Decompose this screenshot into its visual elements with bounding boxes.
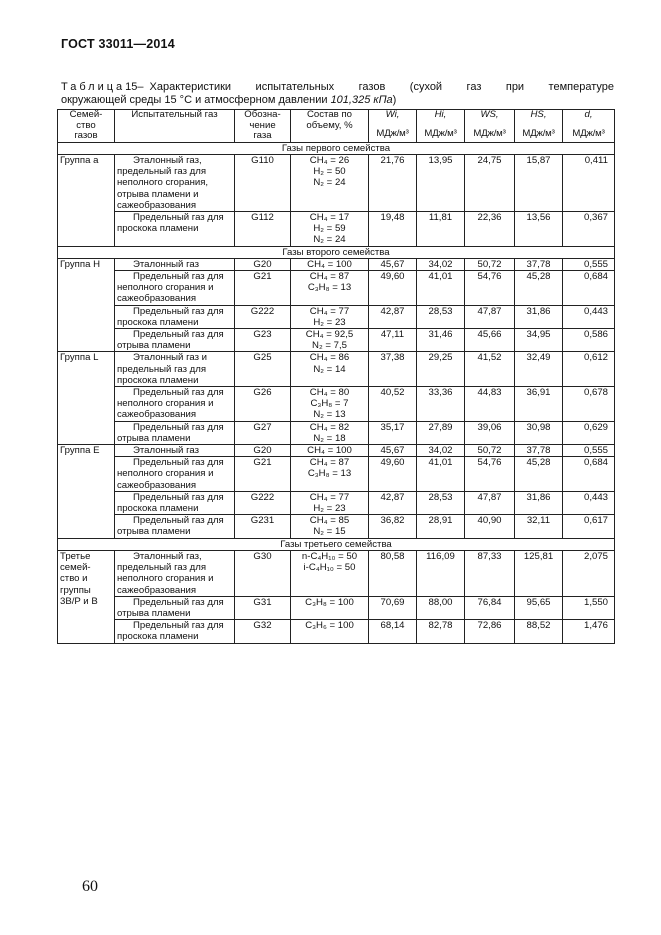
value-hi: 33,36	[417, 387, 465, 422]
gas-name	[115, 258, 235, 270]
value-hs: 15,87	[515, 154, 563, 211]
composition-line: C₃H₈ = 13	[307, 282, 352, 294]
value-hs: 32,11	[515, 515, 563, 538]
value-hs: 125,81	[515, 550, 563, 596]
section-title: Газы третьего семейства	[58, 538, 615, 550]
col-ws-label: WS,	[480, 109, 499, 120]
value-wi: 47,11	[369, 329, 417, 352]
table-caption	[61, 81, 614, 107]
gas-designation: G25	[235, 352, 291, 387]
value-hs: 36,91	[515, 387, 563, 422]
gas-composition	[291, 352, 369, 387]
value-d: 0,555	[563, 445, 615, 457]
gas-name	[115, 445, 235, 457]
col-d	[563, 110, 615, 143]
gas-name-text: Эталонный газ	[133, 258, 199, 270]
gas-composition	[291, 550, 369, 596]
gas-name-text: Эталонный газ	[133, 445, 199, 457]
gas-designation: G30	[235, 550, 291, 596]
value-ws: 54,76	[465, 271, 515, 306]
value-wi: 37,38	[369, 352, 417, 387]
composition-line: H₂ = 23	[313, 503, 346, 515]
table-row	[58, 271, 615, 306]
value-ws: 50,72	[465, 258, 515, 270]
composition-line: C₃H₆ = 100	[305, 620, 354, 632]
value-ws: 44,83	[465, 387, 515, 422]
col-composition	[291, 110, 369, 143]
col-wi	[369, 110, 417, 143]
col-family-line: газов	[74, 130, 98, 142]
composition-line: CH₄ = 86	[309, 352, 350, 364]
col-family-line: Семей-	[69, 109, 103, 120]
gas-name-text: Предельный газ для проскока пламени	[117, 305, 224, 328]
section-row	[58, 246, 615, 258]
table-row	[58, 491, 615, 514]
col-family-line: ство	[76, 119, 96, 131]
value-d: 0,443	[563, 491, 615, 514]
gas-name-text: Предельный газ для отрыва пламени	[117, 421, 224, 444]
value-d: 0,367	[563, 212, 615, 247]
value-ws: 22,36	[465, 212, 515, 247]
table-row	[58, 258, 615, 270]
table-row	[58, 515, 615, 538]
value-ws: 87,33	[465, 550, 515, 596]
col-hs	[515, 110, 563, 143]
gas-designation: G112	[235, 212, 291, 247]
value-hs: 37,78	[515, 445, 563, 457]
gas-composition	[291, 329, 369, 352]
caption-pressure: 101,325 кПа	[330, 94, 393, 106]
value-wi: 45,67	[369, 258, 417, 270]
caption-number: 15	[125, 81, 138, 93]
test-gas-table	[57, 109, 615, 644]
composition-line: H₂ = 23	[313, 316, 346, 328]
value-wi: 42,87	[369, 305, 417, 328]
col-hi	[417, 110, 465, 143]
gas-name	[115, 620, 235, 643]
col-des-line: чение	[249, 119, 276, 131]
section-row	[58, 538, 615, 550]
caption-line2: окружающей среды 15 °C и атмосферном давлении	[61, 94, 331, 106]
table-row	[58, 387, 615, 422]
group-name: Группа H	[58, 258, 115, 352]
col-wi-label: Wi,	[385, 109, 400, 120]
gas-composition	[291, 620, 369, 643]
gas-designation: G23	[235, 329, 291, 352]
value-wi: 70,69	[369, 596, 417, 619]
gas-name	[115, 154, 235, 211]
group-name: Третье семей- ство и группы 3B/P и B	[58, 550, 115, 643]
value-hs: 31,86	[515, 305, 563, 328]
gas-composition	[291, 258, 369, 270]
composition-line: N₂ = 14	[313, 363, 346, 375]
gas-name	[115, 515, 235, 538]
table-row	[58, 620, 615, 643]
composition-line: H₂ = 59	[313, 223, 346, 235]
value-d: 0,586	[563, 329, 615, 352]
value-hi: 41,01	[417, 271, 465, 306]
value-ws: 50,72	[465, 445, 515, 457]
gas-name-text: Предельный газ для неполного сгорания и сажеобразования	[117, 271, 224, 305]
table-row	[58, 212, 615, 247]
gas-name	[115, 329, 235, 352]
gas-name	[115, 457, 235, 492]
value-hs: 45,28	[515, 271, 563, 306]
table-row	[58, 154, 615, 211]
col-d-label: d,	[584, 109, 593, 120]
gas-composition	[291, 271, 369, 306]
composition-line: CH₄ = 100	[307, 445, 352, 457]
group-name: Группа E	[58, 445, 115, 539]
gas-designation: G26	[235, 387, 291, 422]
gas-name	[115, 550, 235, 596]
composition-line: CH₄ = 77	[309, 305, 350, 317]
col-ws	[465, 110, 515, 143]
value-wi: 80,58	[369, 550, 417, 596]
gas-name	[115, 271, 235, 306]
gas-composition	[291, 421, 369, 444]
value-ws: 47,87	[465, 491, 515, 514]
value-d: 0,411	[563, 154, 615, 211]
page-number: 60	[82, 878, 98, 895]
value-hi: 29,25	[417, 352, 465, 387]
value-hi: 27,89	[417, 421, 465, 444]
value-d: 0,684	[563, 457, 615, 492]
composition-line: CH₄ = 100	[307, 258, 352, 270]
composition-line: CH₄ = 80	[309, 387, 350, 399]
value-wi: 68,14	[369, 620, 417, 643]
value-hi: 28,91	[417, 515, 465, 538]
value-d: 0,443	[563, 305, 615, 328]
composition-line: CH₄ = 82	[309, 421, 350, 433]
gas-name-text: Эталонный газ, предельный газ для неполного сгорания, отрыва пламени и сажеобразования	[117, 154, 209, 211]
section-row	[58, 142, 615, 154]
gas-composition	[291, 515, 369, 538]
value-hs: 95,65	[515, 596, 563, 619]
gas-designation: G20	[235, 258, 291, 270]
value-wi: 35,17	[369, 421, 417, 444]
col-hi-label: Hi,	[434, 109, 447, 120]
table-row	[58, 445, 615, 457]
col-unit: МДж/м³	[522, 127, 555, 139]
gas-designation: G21	[235, 271, 291, 306]
value-hi: 28,53	[417, 305, 465, 328]
col-comp-line: объему, %	[306, 119, 353, 131]
gas-name	[115, 421, 235, 444]
table-row	[58, 550, 615, 596]
value-hs: 13,56	[515, 212, 563, 247]
group-name: Группа а	[58, 154, 115, 246]
value-hi: 13,95	[417, 154, 465, 211]
value-wi: 45,67	[369, 445, 417, 457]
gas-name-text: Предельный газ для отрыва пламени	[117, 596, 224, 619]
col-unit: МДж/м³	[473, 127, 506, 139]
section-title: Газы второго семейства	[58, 246, 615, 258]
value-ws: 39,06	[465, 421, 515, 444]
col-comp-line: Состав по	[307, 109, 352, 120]
caption-dash: –	[137, 81, 144, 93]
caption-rest: Характеристики испытательных газов (сухой газ при температуре	[149, 81, 614, 93]
composition-line: N₂ = 24	[313, 177, 346, 189]
value-wi: 40,52	[369, 387, 417, 422]
value-ws: 54,76	[465, 457, 515, 492]
value-hi: 116,09	[417, 550, 465, 596]
composition-line: C₃H₈ = 100	[305, 596, 354, 608]
section-title: Газы первого семейства	[58, 142, 615, 154]
gas-composition	[291, 596, 369, 619]
value-d: 0,617	[563, 515, 615, 538]
value-hs: 88,52	[515, 620, 563, 643]
value-ws: 47,87	[465, 305, 515, 328]
group-name: Группа L	[58, 352, 115, 445]
gas-designation: G231	[235, 515, 291, 538]
composition-line: CH₄ = 85	[309, 515, 350, 527]
value-hi: 88,00	[417, 596, 465, 619]
gas-composition	[291, 445, 369, 457]
gas-name	[115, 305, 235, 328]
composition-line: C₃H₈ = 7	[310, 398, 349, 410]
gas-designation: G31	[235, 596, 291, 619]
gas-name-text: Эталонный газ, предельный газ для неполного сгорания и сажеобразования	[117, 550, 214, 596]
standard-title: ГОСТ 33011—2014	[61, 37, 175, 51]
gas-designation: G222	[235, 491, 291, 514]
composition-line: CH₄ = 87	[309, 271, 350, 283]
value-d: 1,550	[563, 596, 615, 619]
gas-name-text: Предельный газ для проскока пламени	[117, 212, 224, 235]
value-ws: 40,90	[465, 515, 515, 538]
value-hi: 11,81	[417, 212, 465, 247]
table-row	[58, 305, 615, 328]
value-d: 0,678	[563, 387, 615, 422]
value-d: 0,629	[563, 421, 615, 444]
composition-line: CH₄ = 17	[309, 212, 350, 223]
col-des-line: газа	[253, 130, 272, 142]
gas-name	[115, 491, 235, 514]
gas-composition	[291, 491, 369, 514]
composition-line: C₃H₈ = 13	[307, 468, 352, 480]
value-d: 1,476	[563, 620, 615, 643]
value-ws: 45,66	[465, 329, 515, 352]
value-d: 0,612	[563, 352, 615, 387]
value-hs: 34,95	[515, 329, 563, 352]
gas-name-text: Предельный газ для проскока пламени	[117, 491, 224, 515]
value-hs: 31,86	[515, 491, 563, 514]
composition-line: N₂ = 24	[313, 234, 346, 246]
gas-designation: G110	[235, 154, 291, 211]
value-hs: 37,78	[515, 258, 563, 270]
value-ws: 76,84	[465, 596, 515, 619]
gas-name-text: Эталонный газ и предельный газ для проскока пламени	[117, 352, 208, 386]
gas-name	[115, 596, 235, 619]
gas-composition	[291, 457, 369, 492]
gas-name-text: Предельный газ для неполного сгорания и сажеобразования	[117, 387, 224, 421]
composition-line: CH₄ = 77	[309, 491, 350, 503]
value-wi: 49,60	[369, 457, 417, 492]
value-hs: 45,28	[515, 457, 563, 492]
value-d: 2,075	[563, 550, 615, 596]
composition-line: N₂ = 7,5	[312, 340, 347, 352]
value-ws: 41,52	[465, 352, 515, 387]
col-family	[58, 110, 115, 143]
gas-name-text: Предельный газ для отрыва пламени	[117, 329, 224, 352]
composition-line: CH₄ = 92,5	[305, 329, 354, 341]
gas-composition	[291, 212, 369, 247]
value-wi: 19,48	[369, 212, 417, 247]
value-hs: 32,49	[515, 352, 563, 387]
gas-designation: G222	[235, 305, 291, 328]
gas-name	[115, 352, 235, 387]
composition-line: H₂ = 50	[313, 166, 346, 178]
gas-composition	[291, 154, 369, 211]
value-hi: 34,02	[417, 258, 465, 270]
col-unit: МДж/м³	[572, 127, 605, 139]
value-wi: 36,82	[369, 515, 417, 538]
value-hi: 82,78	[417, 620, 465, 643]
col-hs-label: HS,	[530, 109, 547, 120]
header-row	[58, 110, 615, 143]
value-hs: 30,98	[515, 421, 563, 444]
value-wi: 21,76	[369, 154, 417, 211]
value-d: 0,555	[563, 258, 615, 270]
col-unit: МДж/м³	[376, 127, 409, 139]
gas-name-text: Предельный газ для проскока пламени	[117, 620, 224, 643]
composition-line: n-C₄H₁₀ = 50	[301, 550, 358, 562]
col-designation	[235, 110, 291, 143]
value-d: 0,684	[563, 271, 615, 306]
col-gas: Испытательный газ	[115, 110, 235, 143]
gas-name	[115, 212, 235, 247]
col-unit: МДж/м³	[424, 127, 457, 139]
value-hi: 28,53	[417, 491, 465, 514]
gas-name-text: Предельный газ для неполного сгорания и сажеобразования	[117, 457, 224, 491]
table-row	[58, 352, 615, 387]
value-hi: 31,46	[417, 329, 465, 352]
value-wi: 49,60	[369, 271, 417, 306]
table-row	[58, 596, 615, 619]
composition-line: i-C₄H₁₀ = 50	[303, 562, 356, 574]
composition-line: CH₄ = 87	[309, 457, 350, 469]
gas-name	[115, 387, 235, 422]
gas-composition	[291, 387, 369, 422]
gas-designation: G27	[235, 421, 291, 444]
gas-name-text: Предельный газ для отрыва пламени	[117, 515, 224, 538]
value-ws: 72,86	[465, 620, 515, 643]
table-row	[58, 421, 615, 444]
gas-designation: G21	[235, 457, 291, 492]
composition-line: CH₄ = 26	[309, 154, 350, 166]
value-hi: 34,02	[417, 445, 465, 457]
table-body	[58, 142, 615, 643]
caption-label: Таблица	[61, 81, 126, 93]
caption-line2-end: )	[392, 94, 397, 106]
composition-line: N₂ = 15	[313, 526, 346, 538]
gas-composition	[291, 305, 369, 328]
col-des-line: Обозна-	[244, 109, 281, 120]
table-row	[58, 329, 615, 352]
gas-designation: G20	[235, 445, 291, 457]
value-hi: 41,01	[417, 457, 465, 492]
composition-line: N₂ = 13	[313, 409, 346, 421]
gas-designation: G32	[235, 620, 291, 643]
table-row	[58, 457, 615, 492]
value-ws: 24,75	[465, 154, 515, 211]
value-wi: 42,87	[369, 491, 417, 514]
composition-line: N₂ = 18	[313, 432, 346, 444]
